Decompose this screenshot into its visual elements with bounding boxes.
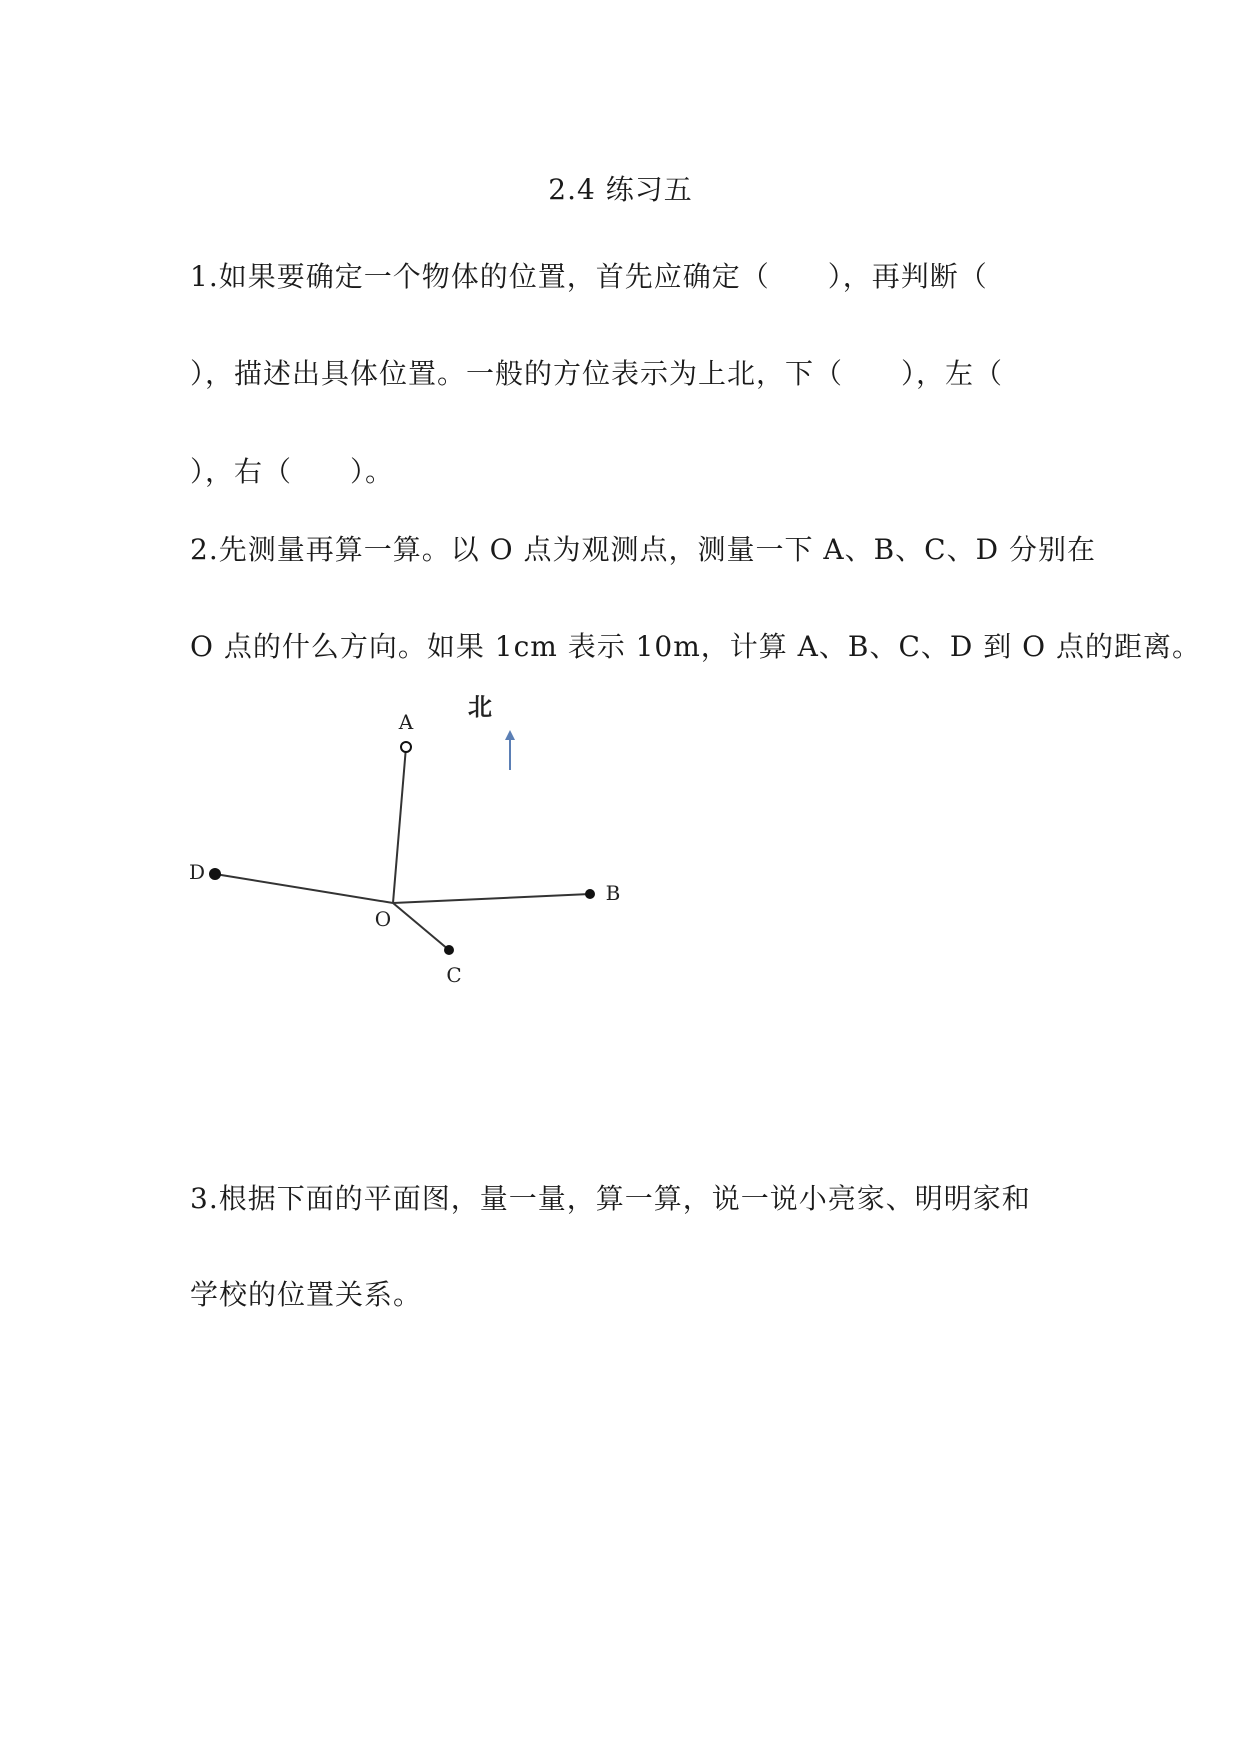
label-o: O (374, 907, 392, 931)
question-2-line-2: O 点的什么方向。如果 1cm 表示 10m，计算 A、B、C、D 到 O 点的距离。 (190, 630, 1202, 663)
label-c: C (446, 963, 462, 987)
point-b (585, 889, 595, 899)
north-label: 北 (468, 692, 492, 721)
ray-o-b (393, 894, 590, 903)
question-1-line-1: 1.如果要确定一个物体的位置，首先应确定（ ），再判断（ (190, 260, 988, 293)
question-1-line-3: ），右（ ）。 (190, 455, 395, 488)
question-2-line-1: 2.先测量再算一算。以 O 点为观测点，测量一下 A、B、C、D 分别在 (190, 533, 1096, 566)
label-b: B (605, 881, 621, 905)
point-c (444, 945, 454, 955)
north-arrow-head (505, 730, 515, 740)
question-1-line-2: ），描述出具体位置。一般的方位表示为上北，下（ ），左（ (190, 357, 1004, 390)
ray-o-a (393, 747, 406, 903)
ray-o-d (215, 874, 393, 903)
question-3-line-2: 学校的位置关系。 (190, 1278, 423, 1311)
question-3-line-1: 3.根据下面的平面图，量一量，算一算，说一说小亮家、明明家和 (190, 1182, 1031, 1215)
label-a: A (398, 710, 414, 734)
ray-o-c (393, 903, 449, 950)
direction-diagram (180, 690, 640, 1010)
page-title: 2.4 练习五 (548, 173, 693, 206)
north-indicator (468, 692, 515, 770)
label-d: D (188, 860, 206, 884)
point-d (209, 868, 221, 880)
point-a (401, 742, 411, 752)
